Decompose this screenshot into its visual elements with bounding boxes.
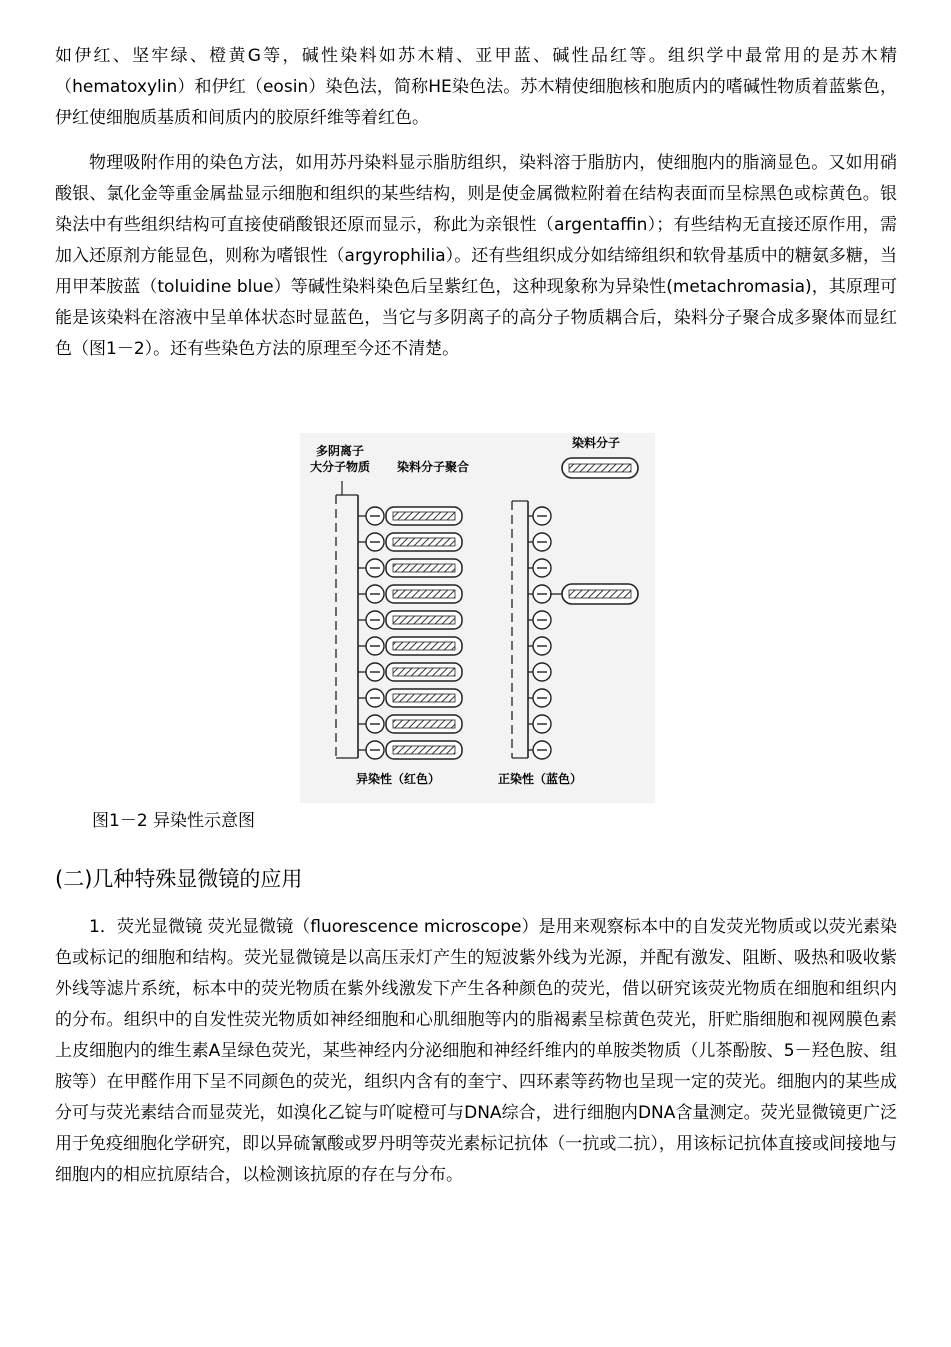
label-polyanion-line1: 多阴离子 [315,444,365,458]
paragraph-fluorescence-microscope: 1．荧光显微镜 荧光显微镜（fluorescence microscope）是用来观察标本中的自发荧光物质或以荧光素染色或标记的细胞和结构。荧光显微镜是以高压汞灯产生的短波紫外线为光源，并配有激发、阻断、吸热和吸收紫外线等滤片系统，标本中的荧光物质在紫外线激发下产生各种颜色的荧光，借以研究该荧光物质在细胞和组织内的分布。组织中的自发性荧光物质如神经细胞和心肌细胞等内的脂褐素呈棕黄色荧光，肝贮脂细胞和视网膜色素上皮细胞内的维生素A呈绿色荧光，某些神经内分泌细胞和神经纤维内的单胺类物质（儿茶酚胺、5－羟色胺、组胺等）在甲醛作用下呈不同颜色的荧光，组织内含有的奎宁、四环素等药物也呈现一定的荧光。细胞内的某些成分可与荧光素结合而显荧光，如溴化乙锭与吖啶橙可与DNA综合，进行细胞内DNA含量测定。荧光显微镜更广泛用于免疫细胞化学研究，即以异硫氰酸或罗丹明等荧光素标记抗体（一抗或二抗），用该标记抗体直接或间接地与细胞内的相应抗原结合，以检测该抗原的存在与分布。 [55,917,897,1185]
metachromasia-diagram [300,433,655,803]
paragraph-physical-adsorption: 物理吸附作用的染色方法，如用苏丹染料显示脂肪组织，染料溶于脂肪内，使细胞内的脂滴显色。又如用硝酸银、氯化金等重金属盐显示细胞和组织的某些结构，则是使金属微粒附着在结构表面而呈棕黑色或棕黄色。银染法中有些组织结构可直接使硝酸银还原而显示，称此为亲银性（argentaffin）；有些结构无直接还原作用，需加入还原剂方能显色，则称为嗜银性（argyrophilia）。还有些组织成分如结缔组织和软骨基质中的糖氨多糖，当用甲苯胺蓝（toluidine blue）等碱性染料染色后呈紫红色，这种现象称为异染性(metachromasia)，其原理可能是该染料在溶液中呈单体状态时显蓝色，当它与多阴离子的高分子物质耦合后，染料分子聚合成多聚体而显红色（图1－2）。还有些染色方法的原理至今还不清楚。 [55,153,897,359]
label-orthochromasia: 正染性（蓝色） [497,772,583,786]
paragraph-he-staining: 如伊红、坚牢绿、橙黄G等，碱性染料如苏木精、亚甲蓝、碱性品红等。组织学中最常用的是苏木精（hematoxylin）和伊红（eosin）染色法，简称HE染色法。苏木精使细胞核和胞质内的嗜碱性物质着蓝紫色，伊红使细胞质基质和间质内的胶原纤维等着红色。 [55,46,897,128]
label-dye-molecule: 染料分子 [571,436,621,450]
label-metachromasia: 异染性（红色） [355,772,441,786]
figure-caption: 图1－2 异染性示意图 [92,811,256,831]
metachromasia-figure [300,433,655,803]
label-polyanion-line2: 大分子物质 [309,460,371,474]
section-heading: (二)几种特殊显微镜的应用 [55,867,303,891]
label-aggregate: 染料分子聚合 [396,460,470,474]
